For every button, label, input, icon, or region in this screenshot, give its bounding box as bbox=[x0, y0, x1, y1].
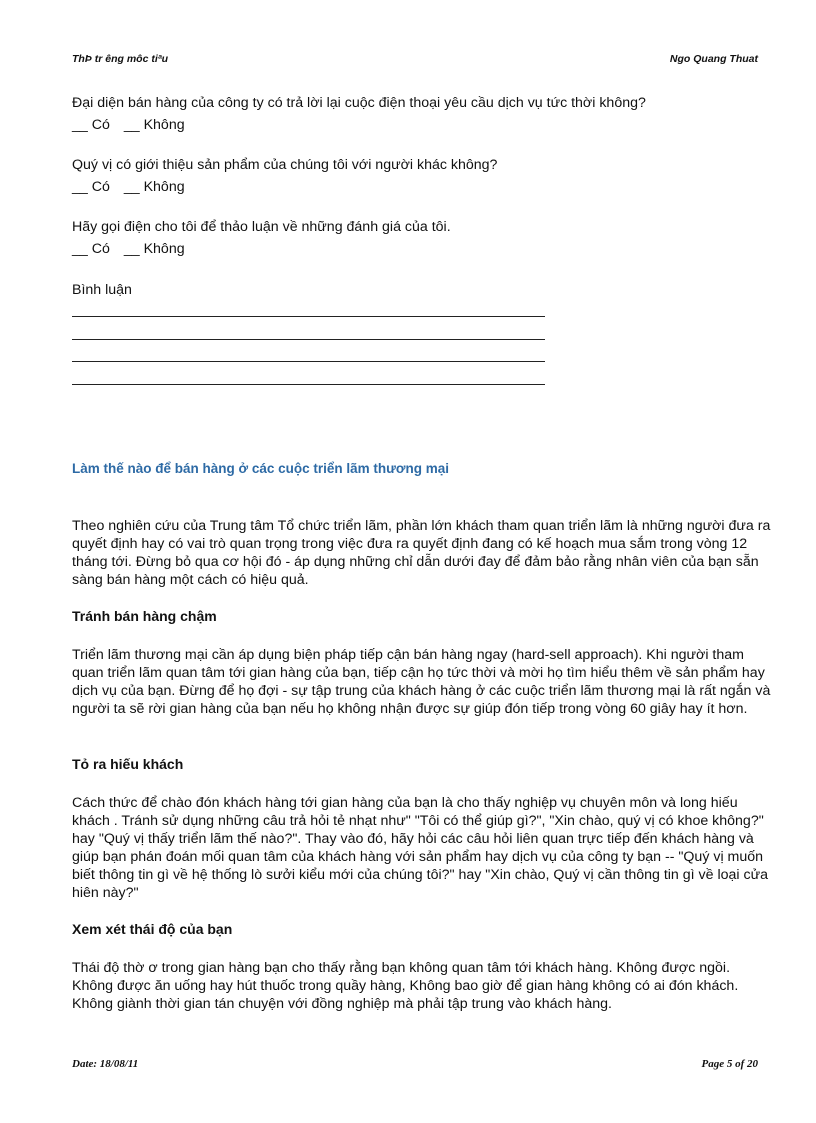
header-author: Ngo Quang Thuat bbox=[669, 53, 758, 65]
answer-yes: __ Có bbox=[72, 117, 110, 133]
answer-yes: __ Có bbox=[72, 179, 110, 195]
answer-no: __ Không bbox=[123, 179, 185, 195]
comment-line bbox=[72, 384, 545, 385]
footer-date: Date: 18/08/11 bbox=[72, 1058, 139, 1070]
comment-line bbox=[72, 339, 545, 340]
comment-line bbox=[72, 361, 545, 362]
section-body-1 bbox=[72, 646, 772, 718]
section-body-2 bbox=[72, 794, 772, 902]
article-title: Làm thế nào để bán hàng ở các cuộc triển lãm thương mại bbox=[72, 461, 450, 476]
answer-no: __ Không bbox=[123, 117, 185, 133]
footer-page-number: Page 5 of 20 bbox=[701, 1058, 758, 1070]
intro-paragraph: Theo nghiên cứu của Trung tâm Tổ chức triển lãm, phần lớn khách tham quan triển lãm là những người đưa ra quyết định hay có vai trò quan trọng trong việc đưa ra quyết định đang có kế hoạch mua sắm trong vòng 12 tháng tới. Đừng bỏ qua cơ hội đó - áp dụng những chỉ dẫn dưới đay để đảm bảo rằng nhân viên của bạn sẵn sàng bán hàng một cách có hiệu quả. bbox=[72, 518, 771, 588]
article-intro bbox=[72, 517, 772, 589]
survey-answers-1 bbox=[72, 117, 199, 133]
section-heading-1: Tránh bán hàng chậm bbox=[72, 608, 217, 624]
comment-line bbox=[72, 316, 545, 317]
survey-question-2: Quý vị có giới thiệu sản phẩm của chúng tôi với người khác không? bbox=[72, 157, 498, 173]
survey-question-3: Hãy gọi điện cho tôi để thảo luận về những đánh giá của tôi. bbox=[72, 219, 451, 235]
section-paragraph: Triển lãm thương mại cần áp dụng biện pháp tiếp cận bán hàng ngay (hard-sell approach). Khi người tham quan triển lãm quan tâm tới gian hàng của bạn, tiếp cận họ tức thời và mời họ tìm hiểu thêm về sản phẩm hay dịch vụ của bạn. Đừng để họ đợi - sự tập trung của khách hàng ở các cuộc triển lãm thương mại là rất ngắn và người ta sẽ rời gian hàng của bạn nếu họ không nhận được sự giúp đón tiếp trong vòng 60 giây hay ít hơn. bbox=[72, 647, 771, 717]
section-paragraph: Thái độ thờ ơ trong gian hàng bạn cho thấy rằng bạn không quan tâm tới khách hàng. Không được ngồi. Không được ăn uống hay hút thuốc trong quầy hàng, Không bao giờ để gian hàng không có ai đón khách. Không giành thời gian tán chuyện với đồng nghiệp mà phải tập trung vào khách hàng. bbox=[72, 960, 739, 1012]
section-heading-3: Xem xét thái độ của bạn bbox=[72, 921, 233, 937]
header-left-title: ThÞ tr êng môc tiªu bbox=[72, 53, 169, 65]
section-body-3 bbox=[72, 959, 772, 1013]
section-heading-2: Tỏ ra hiếu khách bbox=[72, 756, 184, 772]
survey-question-1: Đại diện bán hàng của công ty có trả lời lại cuộc điện thoại yêu cầu dịch vụ tức thời không? bbox=[72, 95, 646, 111]
survey-answers-3 bbox=[72, 241, 199, 257]
section-paragraph: Cách thức để chào đón khách hàng tới gian hàng của bạn là cho thấy nghiệp vụ chuyên môn và long hiếu khách . Tránh sử dụng những câu trả hỏi tẻ nhạt như" "Tôi có thể giúp gì?", "Xin chào, quý vị có khoe không?" hay "Quý vị thấy triển lãm thế nào?". Thay vào đó, hãy hỏi các câu hỏi liên quan trực tiếp đến khách hàng và giúp bạn phán đoán mối quan tâm của khách hàng với sản phẩm hay dịch vụ của công ty bạn -- "Quý vị muốn biết thông tin gì về hệ thống lò sưởi kiểu mới của chúng tôi?" hay "Xin chào, Quý vị cần thông tin gì về loại cửa hiên này?" bbox=[72, 795, 768, 901]
answer-no: __ Không bbox=[123, 241, 185, 257]
comments-label: Bình luận bbox=[72, 282, 132, 298]
answer-yes: __ Có bbox=[72, 241, 110, 257]
survey-answers-2 bbox=[72, 179, 199, 195]
